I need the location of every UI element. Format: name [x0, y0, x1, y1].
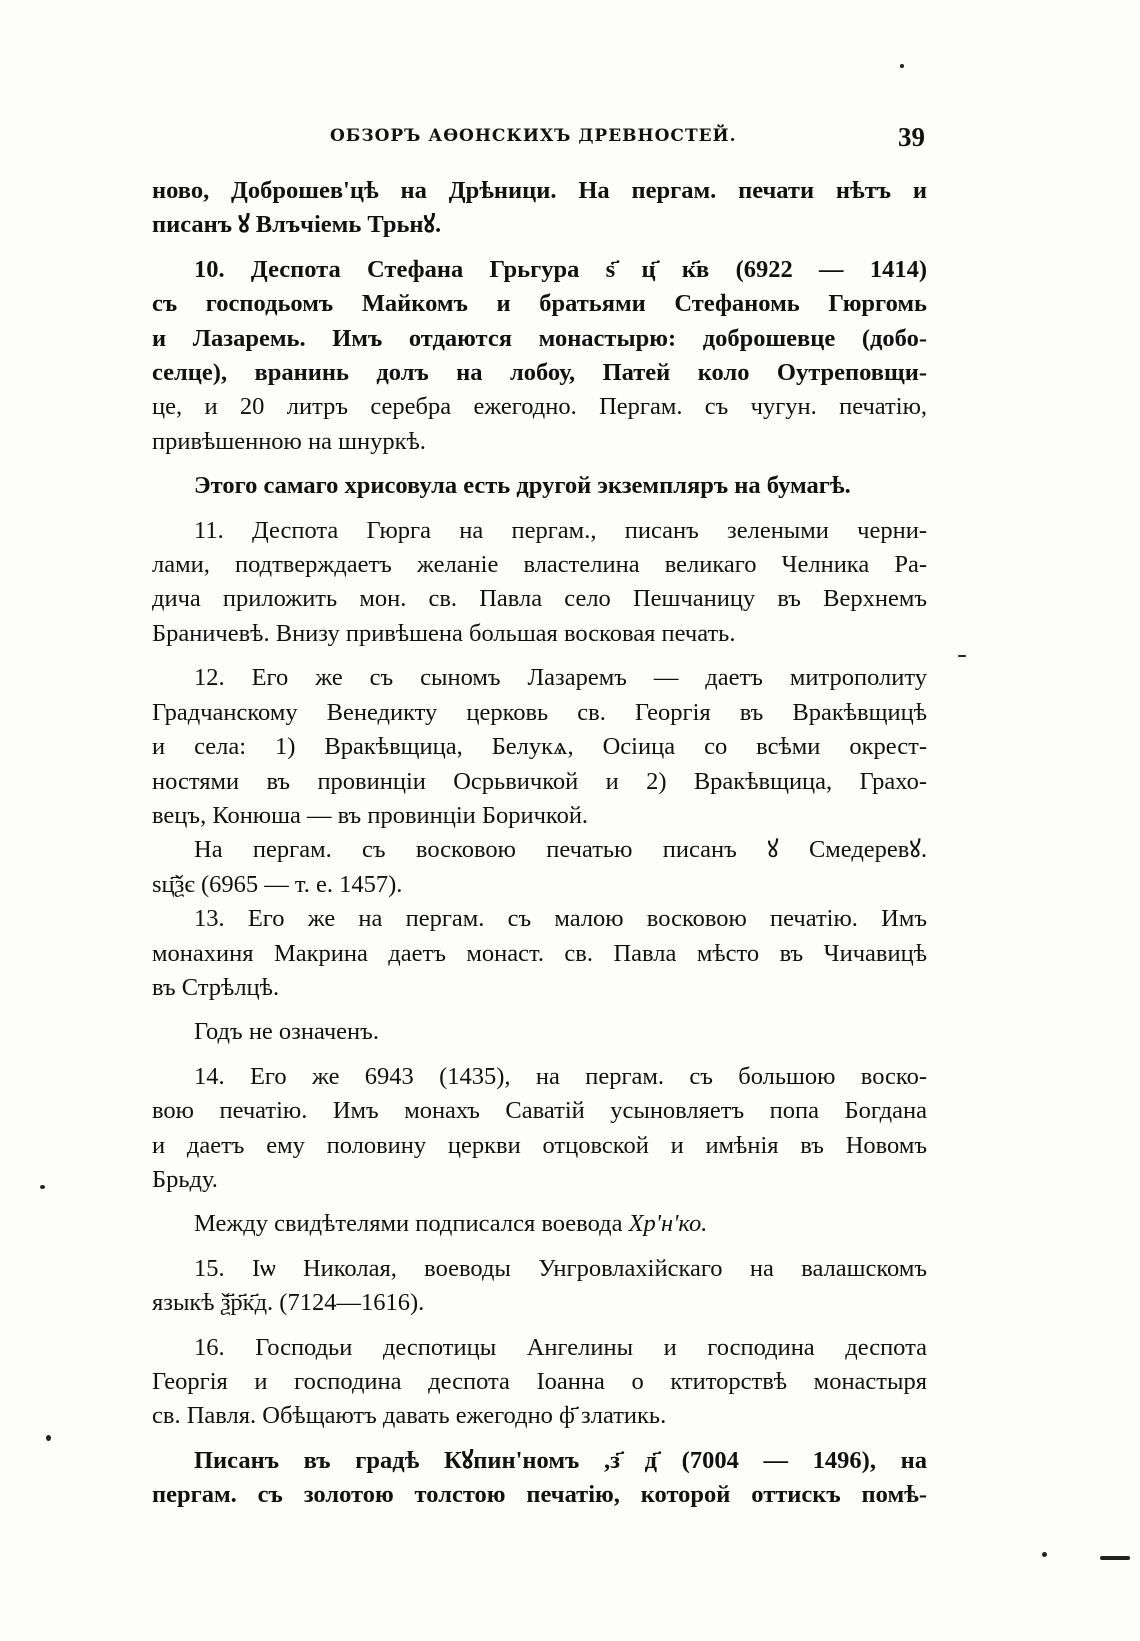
- paragraph-note: [152, 1207, 927, 1241]
- text-line: це, и 20 литръ серебра ежегодно. Пергам. съ чугун. печатію,: [152, 393, 927, 421]
- text-line: Брьду.: [152, 1165, 218, 1193]
- text-line: ново, Доброшев'цѣ на Дрѣници. На пергам. печати нѣтъ и: [152, 177, 927, 204]
- scan-speck: [1042, 1552, 1047, 1557]
- text-line: вецъ, Конюша — въ провинціи Боричкой.: [152, 801, 589, 829]
- text-run: Между свидѣтелями подписался воевода: [194, 1210, 629, 1238]
- running-head: [150, 122, 925, 162]
- text-line: лами, подтверждаетъ желаніе властелина великаго Челника Ра-: [152, 551, 927, 579]
- text-line: Георгія и господина деспота Іоанна о ктиторствѣ монастыря: [152, 1368, 927, 1395]
- scan-speck: [1100, 1556, 1130, 1560]
- text-line: селце), вранинь долъ на лобоу, Патей коло Оутреповщи-: [152, 359, 927, 387]
- text-line: вою печатію. Имъ монахъ Саватій усыновляетъ попа Богдана: [152, 1097, 927, 1125]
- paragraph-note: [152, 469, 927, 503]
- text-line: и села: 1) Вракѣвщица, Белукѧ, Осіица со всѣми окрест-: [152, 733, 927, 761]
- text-line: языкѣ ѯ҃р҃к҃д. (7124—1616).: [152, 1289, 425, 1317]
- paragraph-entry-16: [152, 1331, 927, 1434]
- paragraph-entry-15: [152, 1252, 927, 1321]
- text-line: въ Стрѣлцѣ.: [152, 973, 280, 1001]
- paragraph-continuation: [152, 174, 927, 243]
- text-line: Браничевѣ. Внизу привѣшена большая восковая печать.: [152, 619, 736, 647]
- text-line: 11. Деспота Гюрга на пергам., писанъ зелеными черни-: [194, 516, 927, 544]
- paragraph-entry-10: [152, 253, 927, 459]
- text-line: 13. Его же на пергам. съ малою восковою печатію. Имъ: [194, 905, 927, 933]
- text-line: ностями въ провинціи Осрьвичкой и 2) Вракѣвщица, Грахо-: [152, 767, 927, 795]
- paragraph-entry-14: [152, 1060, 927, 1198]
- italic-name: Хр'н'ко.: [628, 1210, 708, 1238]
- text-line: Этого самаго хрисовула есть другой экземпляръ на бумагѣ.: [194, 472, 851, 500]
- scan-speck: [46, 1435, 51, 1441]
- page-number: 39: [898, 122, 925, 152]
- text-line: На пергам. съ восковою печатью писанъ ꙋ Смедеревꙋ.: [194, 836, 927, 864]
- running-title: ОБЗОРЪ АѲОНСКИХЪ ДРЕВНОСТЕЙ.: [330, 126, 737, 146]
- text-line: пергам. съ золотою толстою печатію, которой оттискъ помѣ-: [152, 1481, 927, 1509]
- text-line: 10. Деспота Стефана Грьгура ѕ҃ ц҃ к҃в (6922 — 1414): [194, 255, 927, 283]
- text-line: привѣшенною на шнуркѣ.: [152, 427, 426, 455]
- text-line: 16. Господьи деспотицы Ангелины и господина деспота: [194, 1333, 927, 1361]
- text-line: 12. Его же съ сыномъ Лазаремъ — даетъ митрополиту: [194, 664, 927, 692]
- text-line: ѕц҃ѯє (6965 — т. е. 1457).: [152, 870, 403, 898]
- paragraph-note: [152, 1444, 927, 1513]
- text-line: Градчанскому Венедикту церковь св. Георгія въ Вракѣвщицѣ: [152, 698, 927, 726]
- scan-speck: [958, 655, 966, 657]
- text-line: 14. Его же 6943 (1435), на пергам. съ большою воско-: [194, 1062, 927, 1090]
- scan-speck: [900, 64, 904, 68]
- paragraph-note: [152, 833, 927, 902]
- text-line: Писанъ въ градѣ Кꙋпин'номъ ,з҃ д҃ (7004 — 1496), на: [194, 1446, 927, 1474]
- text-line: и даетъ ему половину церкви отцовской и имѣнія въ Новомъ: [152, 1131, 927, 1159]
- paragraph-entry-11: [152, 514, 927, 652]
- text-line: [152, 1207, 927, 1241]
- text-line: св. Павля. Обѣщаютъ давать ежегодно ф҃ златикь.: [152, 1402, 667, 1430]
- text-line: дича приложить мон. св. Павла село Пешчаницу въ Верхнемъ: [152, 585, 927, 613]
- text-line: и Лазаремь. Имъ отдаются монастырю: доброшевце (добо-: [152, 324, 927, 352]
- text-line: монахиня Макрина даетъ монаст. св. Павла мѣсто въ Чичавицѣ: [152, 939, 927, 967]
- text-line: 15. Іѡ Николая, воеводы Унгровлахійскаго на валашскомъ: [194, 1254, 927, 1282]
- paragraph-note: [152, 1015, 927, 1049]
- text-line: Годъ не означенъ.: [194, 1018, 379, 1046]
- body-text: [152, 174, 927, 1513]
- paragraph-entry-12: [152, 661, 927, 833]
- text-line: съ господьомъ Майкомъ и братьями Стефаномь Гюргомь: [152, 290, 927, 318]
- text-line: писанъ ꙋ Влъчіемь Трьнꙋ.: [152, 211, 442, 239]
- paragraph-entry-13: [152, 902, 927, 1005]
- scan-speck: [40, 1185, 45, 1189]
